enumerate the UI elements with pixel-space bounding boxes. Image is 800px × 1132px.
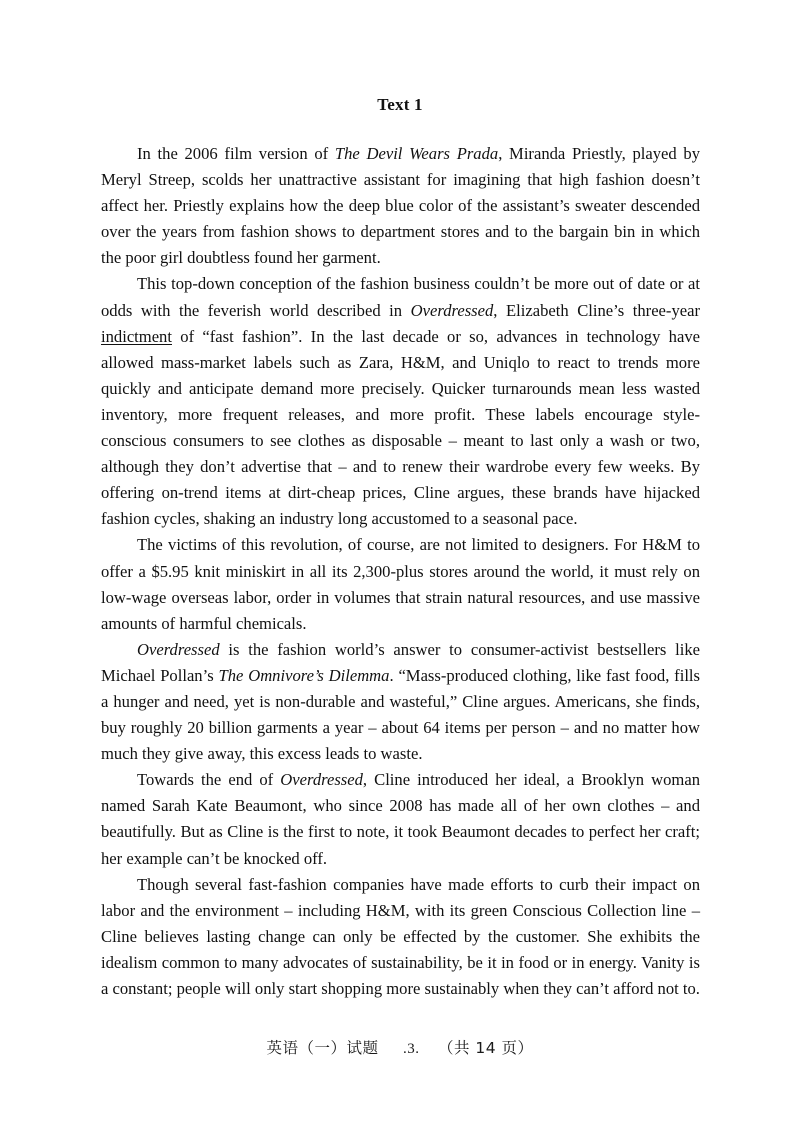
text-run: , Miranda Priestly, played by Meryl Streep, scolds her unattractive assistant for imagining that high fashion doesn’t affect her. Priestly explains how the deep blue color of the assistant’s sweater descended over the years from fashion shows to department stores and to the bargain bin in which the poor girl doubtless found her garment.	[101, 144, 701, 268]
page-footer	[0, 1036, 800, 1058]
text-run: , Elizabeth Cline’s three-year	[493, 300, 701, 320]
text-run: The victims of this revolution, of course, are not limited to designers. For H&M to offer a $5.95 knit miniskirt in all its 2,300-plus stores around the world, it must rely on low-wage overseas labor, order in volumes that strain natural resources, and use massive amounts of harmful chemicals.	[101, 535, 700, 633]
paragraph	[101, 532, 700, 636]
article-body	[101, 141, 700, 1002]
footer-page-number: .3.	[402, 1041, 420, 1057]
text-run: , Cline introduced her ideal, a Brooklyn woman named Sarah Kate Beaumont, who since 2008 has made all of her own clothes – and beautifully. But as Cline is the first to note, it took Beaumont decades to perfect her craft; her example can’t be knocked off.	[101, 770, 700, 868]
italic-title: Overdressed	[280, 770, 363, 790]
italic-title: Overdressed	[410, 300, 494, 320]
text-run: Towards the end of	[137, 770, 281, 790]
paragraph	[101, 141, 700, 271]
text-run: In the 2006 film version of	[137, 144, 335, 163]
text-run: of “fast fashion”. In the last decade or so, advances in technology have allowed mass-market labels such as Zara, H&M, and Uniqlo to react to trends more quickly and anticipate demand more precisely. Quicker turnarounds mean less wasted inventory, more frequent releases, and more profit. These labels encourage style-conscious consumers to see clothes as disposable – meant to last only a wash or two, although they don’t advertise that – and to renew their wardrobe every few weeks. By offering on-trend items at dirt-cheap prices, Cline argues, these brands have hijacked fashion cycles, shaking an industry long accustomed to a seasonal pace.	[101, 326, 700, 529]
paragraph	[101, 767, 700, 871]
italic-title: The Devil Wears Prada	[334, 144, 499, 163]
text-run: . “Mass-produced clothing, like fast food, fills a hunger and need, yet is non-durable and wasteful,” Cline argues. Americans, she finds, buy roughly 20 billion garments a year – about 64 items per person – and no matter how much they give away, this excess leads to waste.	[101, 665, 700, 764]
text-run: is the fashion world’s answer to consumer-activist bestsellers like Michael Pollan’s	[101, 639, 700, 685]
underlined-word: indictment	[101, 326, 172, 346]
italic-title: Overdressed	[137, 639, 220, 659]
paragraph	[101, 271, 700, 532]
paragraph	[101, 637, 700, 767]
italic-title: The Omnivore’s Dilemma	[218, 665, 390, 685]
paragraph	[101, 872, 700, 1002]
text-run: This top-down conception of the fashion business couldn’t be more out of date or at odds with the feverish world described in	[101, 274, 700, 320]
footer-total-pages: （共 14 页）	[437, 1039, 534, 1057]
footer-subject: 英语（一）试题	[266, 1039, 379, 1057]
text-run: Though several fast-fashion companies have made efforts to curb their impact on labor and the environment – including H&M, with its green Conscious Collection line – Cline believes lasting change can only be effected by the customer. She exhibits the idealism common to many advocates of sustainability, be it in food or in energy. Vanity is a constant; people will only start shopping more sustainably when they can’t afford not to.	[101, 874, 700, 998]
page-title: Text 1	[377, 95, 423, 114]
